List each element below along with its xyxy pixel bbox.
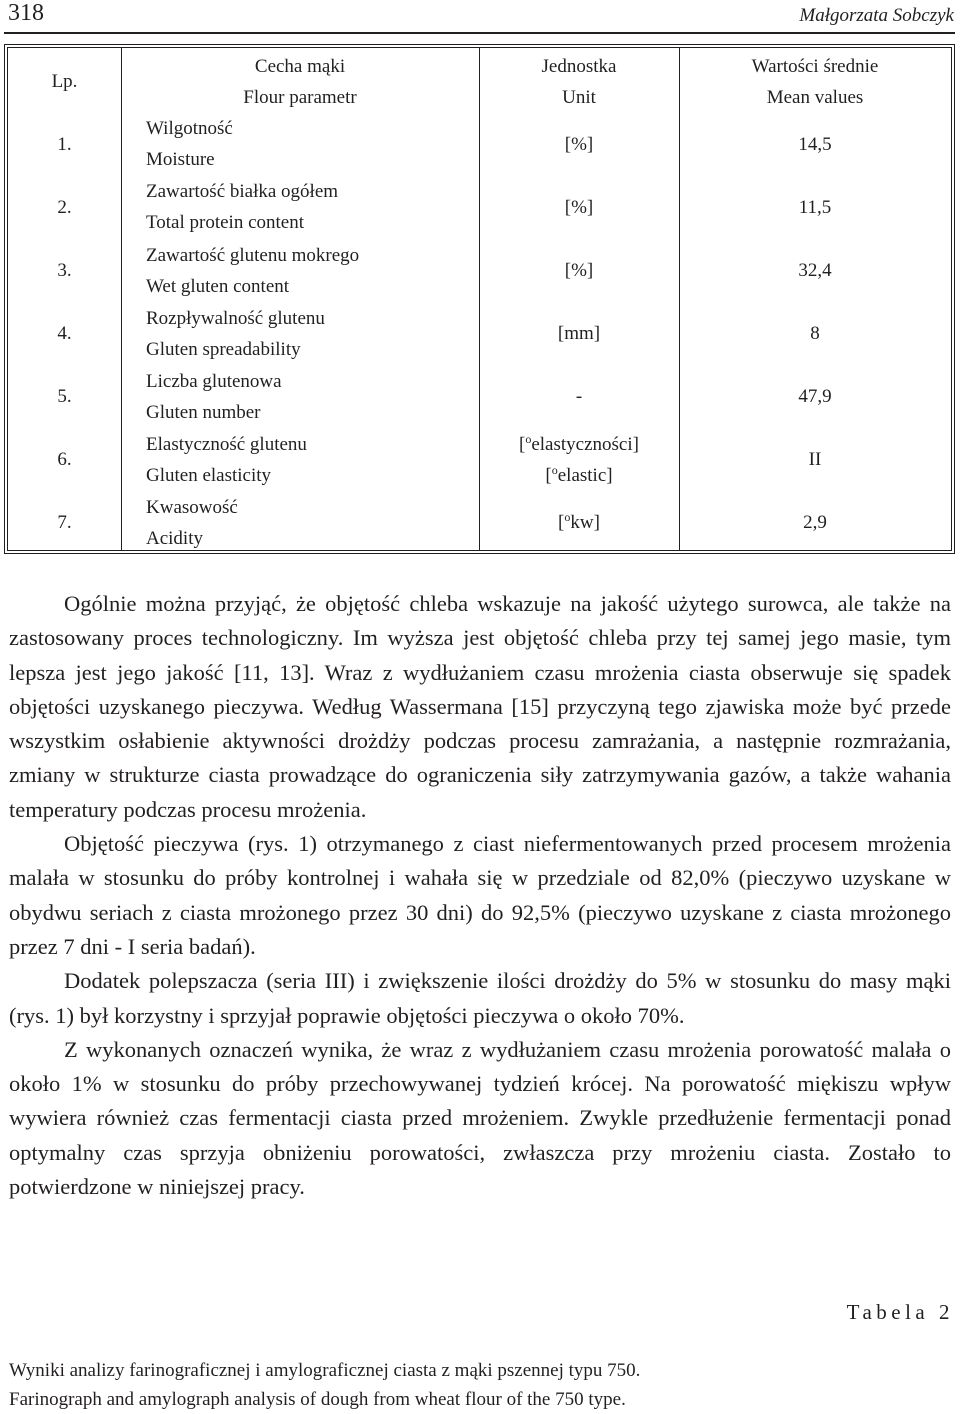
row-lp: 2. <box>57 197 72 218</box>
header-param-en: Flour parametr <box>243 87 357 108</box>
row-param-en: Moisture <box>146 149 215 170</box>
header-unit-pl: Jednostka <box>541 56 617 77</box>
row-value: 47,9 <box>798 386 832 407</box>
table-caption <box>9 1356 949 1414</box>
row-unit: [$^o$kw] <box>558 510 600 533</box>
paragraph: Ogólnie można przyjąć, że objętość chleba wskazuje na jakość użytego surowca, ale także na zastosowany proces technologiczny. Im wyższa jest objętość chleba przy tej samej jego masie, tym lepsza jest jego jakość [11, 13]. Wraz z wydłużaniem czasu mrożenia ciasta obserwuje się spadek objętości uzyskanego pieczywa. Według Wassermana [15] przyczyną tego zjawiska może być przede wszystkim osłabienie aktywności drożdży podczas procesu zamrażania, a następnie rozmrażania, zmiany w strukturze ciasta prowadzące do ograniczenia siły zatrzymywania gazów, a także wahania temperatury podczas procesu mrożenia. <box>9 591 951 822</box>
row-lp: 6. <box>57 449 72 470</box>
body-text <box>9 587 951 1204</box>
row-param-en: Total protein content <box>146 212 305 233</box>
row-param-pl: Elastyczność glutenu <box>146 434 307 455</box>
page-number: 318 <box>8 0 44 26</box>
header-lp: Lp. <box>51 71 78 92</box>
row-value: 14,5 <box>798 134 832 155</box>
row-lp: 1. <box>57 134 72 155</box>
row-value: 32,4 <box>798 260 832 281</box>
column-divider <box>121 48 122 550</box>
header-value-en: Mean values <box>766 87 864 108</box>
row-unit: [%] <box>564 134 594 155</box>
row-value: II <box>808 449 822 470</box>
row-value: 8 <box>810 323 820 344</box>
caption-pl: Wyniki analizy farinograficznej i amylograficznej ciasta z mąki pszennej typu 750. <box>9 1360 641 1381</box>
row-param-pl: Liczba glutenowa <box>146 371 282 392</box>
header-param-pl: Cecha mąki <box>254 56 346 77</box>
row-unit-line1: [$^o$elastyczności] <box>519 432 639 455</box>
row-unit: [%] <box>564 260 594 281</box>
row-param-pl: Kwasowość <box>146 497 238 518</box>
paragraph: Objętość pieczywa (rys. 1) otrzymanego z ciast niefermentowanych przed procesem mrożenia malała w stosunku do próby kontrolnej i wahała się w przedziale od 82,0% (pieczywo uzyskane w obydwu seriach z ciasta mrożonego przez 30 dni) do 92,5% (pieczywo uzyskane z ciasta mrożonego przez 7 dni - I seria badań). <box>9 831 951 959</box>
row-value: 11,5 <box>798 197 832 218</box>
caption-en: Farinograph and amylograph analysis of dough from wheat flour of the 750 type. <box>9 1389 626 1410</box>
row-param-en: Wet gluten content <box>146 276 290 297</box>
flour-parameters-table <box>4 44 955 554</box>
row-unit: [mm] <box>557 323 601 344</box>
row-param-en: Acidity <box>146 528 203 549</box>
row-unit: [%] <box>564 197 594 218</box>
paragraph: Dodatek polepszacza (seria III) i zwiększenie ilości drożdży do 5% w stosunku do masy mąki (rys. 1) był korzystny i sprzyjał poprawie objętości pieczywa o około 70%. <box>9 968 951 1028</box>
row-lp: 5. <box>57 386 72 407</box>
row-param-pl: Wilgotność <box>146 118 233 139</box>
row-param-pl: Zawartość glutenu mokrego <box>146 245 360 266</box>
row-param-en: Gluten elasticity <box>146 465 272 486</box>
row-unit-line2: [$^o$elastic] <box>545 463 613 486</box>
row-param-pl: Rozpływalność glutenu <box>146 308 325 329</box>
row-lp: 4. <box>57 323 72 344</box>
row-param-en: Gluten number <box>146 402 261 423</box>
paragraph: Z wykonanych oznaczeń wynika, że wraz z wydłużaniem czasu mrożenia porowatość malała o około 1% w stosunku do próby przechowywanej tydzień krócej. Na porowatość miękiszu wpływ wywiera również czas fermentacji ciasta przed mrożeniem. Zwykle przedłużenie fermentacji ponad optymalny czas sprzyja obniżeniu porowatości, zwłaszcza przy mrożeniu ciasta. Zostało to potwierdzone w niniejszej pracy. <box>9 1036 951 1200</box>
table-label: Tabela 2 <box>846 1300 954 1324</box>
row-param-en: Gluten spreadability <box>146 339 301 360</box>
row-value: 2,9 <box>803 512 827 533</box>
page-header <box>0 0 960 36</box>
row-unit: - <box>575 386 583 407</box>
header-unit-en: Unit <box>562 87 596 108</box>
row-param-pl: Zawartość białka ogółem <box>146 181 339 202</box>
running-author: Małgorzata Sobczyk <box>799 5 954 26</box>
header-rule <box>4 32 955 34</box>
row-lp: 3. <box>57 260 72 281</box>
header-value-pl: Wartości średnie <box>751 56 879 77</box>
row-lp: 7. <box>57 512 72 533</box>
